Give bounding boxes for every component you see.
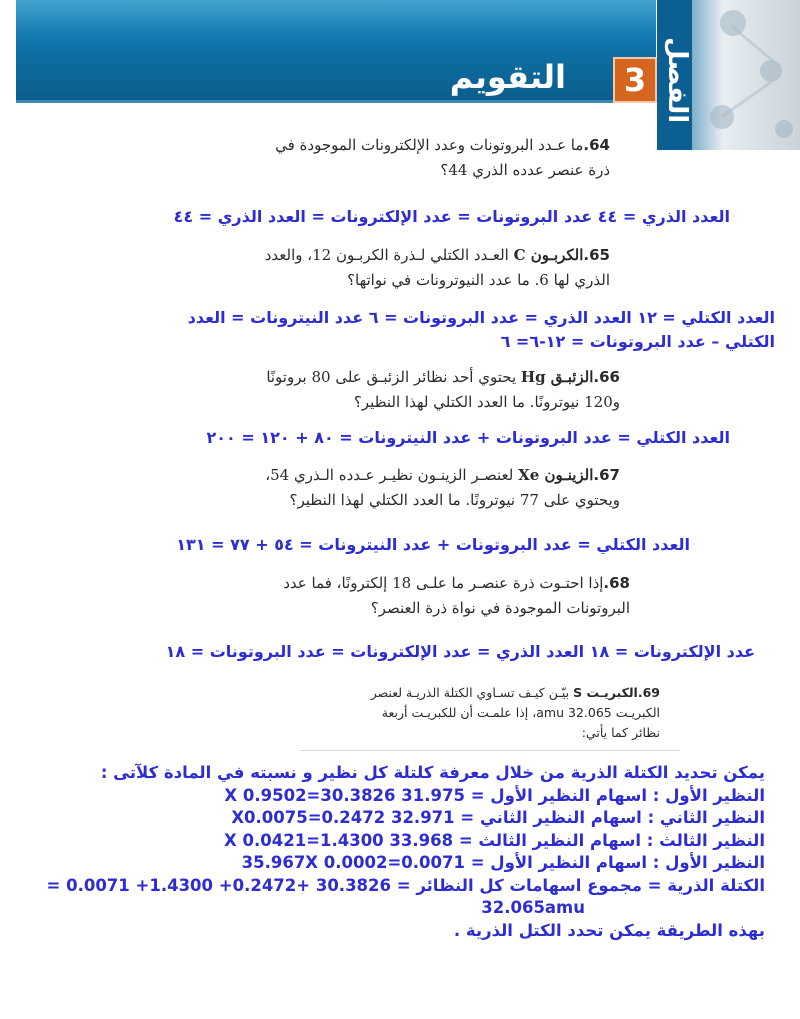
answer-line: العدد الكتلي = ١٢ العدد الذري = عدد البروتونات = ٦ عدد النيترونات = العدد	[187, 308, 775, 327]
question-number: 64.	[583, 136, 610, 154]
answer-line: الكتلة الذرية = مجموع اسهامات كل النظائر = 30.3826 +0.2472+ 1.4300+ 0.0071 =	[46, 875, 765, 895]
question-text: و120 نيوترونًا. ما العدد الكتلي لهذا النظير؟	[353, 393, 620, 411]
page-title: التقويم	[449, 58, 566, 96]
question-text: الذري لها 6. ما عدد النيوترونات في نواتها؟	[347, 271, 610, 289]
question-keyword: الكبريـت S	[573, 685, 638, 700]
question-text: إذا احتـوت ذرة عنصـر ما علـى 18 إلكترونًا، فما عدد	[283, 574, 604, 592]
question-66	[180, 365, 620, 415]
question-number: 65.	[583, 246, 610, 264]
question-text: يحتوي أحد نظائر الزئبـق على 80 بروتونًا	[266, 368, 517, 386]
question-text: ويحتوي على 77 نيوترونًا. ما العدد الكتلي لهذا النظير؟	[289, 491, 620, 509]
chapter-number-badge: 3	[613, 57, 657, 103]
question-keyword: الزئبـق Hg	[520, 368, 594, 386]
question-text: نظائر كما يأتي:	[581, 725, 660, 740]
question-text: العـدد الكتلي لـذرة الكربـون 12، والعدد	[264, 246, 509, 264]
molecule-bond	[721, 81, 772, 118]
question-keyword: الزينـون Xe	[518, 466, 594, 484]
banner-shine	[16, 0, 656, 36]
molecule-atom	[775, 120, 793, 138]
question-69	[280, 683, 660, 743]
molecule-atom	[760, 60, 782, 82]
answer-66: العدد الكتلي = عدد البروتونات + عدد النيترونات = ٨٠ + ١٢٠ = ٢٠٠	[206, 428, 730, 447]
answer-67: العدد الكتلي = عدد البروتونات + عدد النيترونات = ٥٤ + ٧٧ = ١٣١	[176, 535, 690, 554]
question-text: بيّـن كيـف تسـاوي الكتلة الذريـة لعنصر	[370, 685, 570, 700]
chapter-banner	[16, 0, 656, 103]
answer-69	[25, 762, 765, 942]
answer-line: يمكن تحديد الكتلة الذرية من خلال معرفة كلتلة كل نظير و نسبته في المادة كلآتى :	[100, 763, 765, 782]
question-number: 67.	[593, 466, 620, 484]
answer-line: بهذه الطريقة يمكن تحدد الكتل الذرية .	[453, 920, 765, 940]
chapter-label: الفصل	[662, 36, 692, 124]
question-67	[180, 463, 620, 513]
answer-68: عدد الإلكترونات = ١٨ العدد الذري = عدد الإلكترونات = عدد البروتونات = ١٨	[165, 642, 755, 661]
answer-64: العدد الذري = ٤٤ عدد البروتونات = عدد الإلكترونات = العدد الذري = ٤٤	[173, 207, 730, 226]
question-number: 69.	[637, 685, 660, 700]
answer-line: النظير الثالث : اسهام النظير الثالث = 33.968 X 0.0421=1.4300	[224, 830, 765, 850]
question-keyword: الكربـون C	[513, 246, 584, 264]
answer-line: 32.065amu	[481, 898, 585, 917]
question-68	[170, 571, 630, 621]
answer-line: النظير الأول : اسهام النظير الأول = 35.967X 0.0002=0.0071	[241, 853, 765, 872]
question-number: 68.	[603, 574, 630, 592]
answer-line: النظير الأول : اسهام النظير الأول = 31.975 X 0.9502=30.3826	[224, 785, 765, 805]
question-64	[190, 133, 610, 183]
answer-line: الكتلي – عدد البروتونات = ١٢-٦= ٦	[500, 332, 775, 351]
answer-65	[15, 306, 775, 354]
question-65	[190, 243, 610, 293]
question-text: الكبريـت 32.065 amu، إذا علمـت أن للكبريـت أربعة	[381, 705, 660, 720]
question-text: ذرة عنصر عدده الذري 44؟	[440, 161, 610, 179]
answer-line: النظير الثاني : اسهام النظير الثاني = 32.971 X0.0075=0.2472	[231, 808, 765, 827]
question-number: 66.	[593, 368, 620, 386]
divider	[300, 750, 680, 751]
question-text: لعنصـر الزينـون نظيـر عـدده الـذري 54،	[265, 466, 514, 484]
molecule-bond	[731, 25, 775, 63]
question-text: ما عـدد البروتونات وعدد الإلكترونات الموجودة في	[275, 136, 584, 154]
question-text: البروتونات الموجودة في نواة ذرة العنصر؟	[370, 599, 630, 617]
